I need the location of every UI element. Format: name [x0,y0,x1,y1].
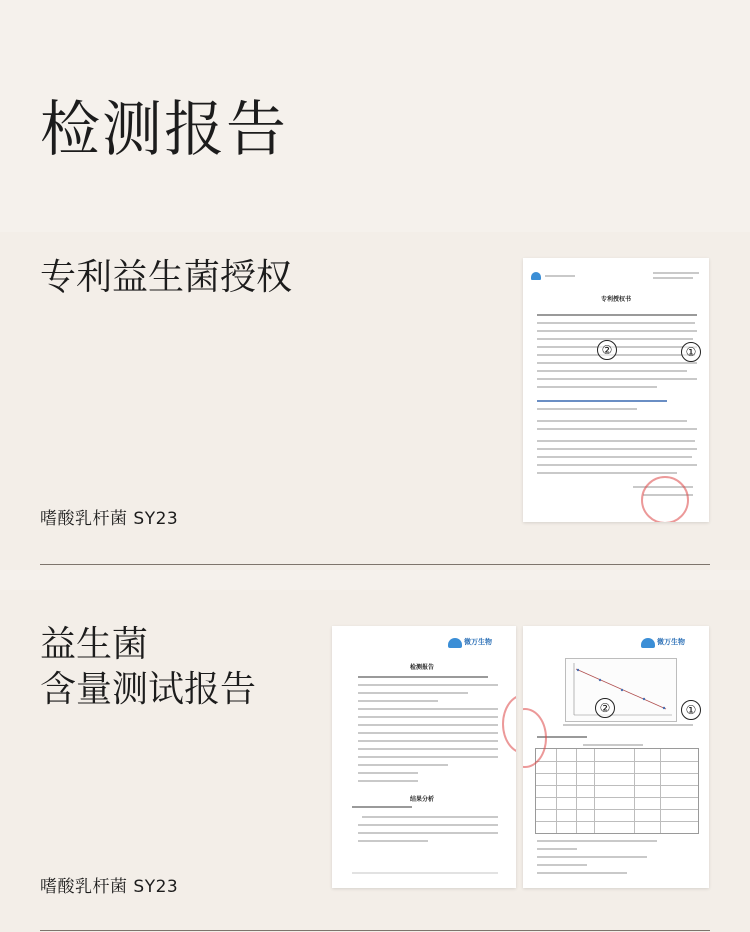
official-seal [641,476,689,522]
section-heading: 结果分析 [410,796,435,803]
report-heading: 检测报告 [410,664,435,671]
section-divider [40,930,710,931]
marker-1: ① [681,342,701,362]
logo-icon [641,638,655,648]
company-logo: 微万生物 [657,638,685,646]
content-test-section-subtitle: 嗜酸乳杆菌 SY23 [40,877,179,897]
patent-section-subtitle: 嗜酸乳杆菌 SY23 [40,509,179,529]
logo-icon [531,272,541,280]
page-title: 检测报告 [40,95,288,165]
patent-section-title: 专利益生菌授权 [40,257,293,298]
document-heading: 专利授权书 [601,296,632,303]
test-report-page-2 [523,626,709,888]
patent-section [0,232,750,570]
test-report-page-1 [332,626,516,888]
official-seal [502,694,516,754]
content-test-section [0,590,750,932]
marker-2: ② [597,340,617,360]
logo-icon [448,638,462,648]
marker-1: ① [681,700,701,720]
results-table [535,748,699,834]
marker-2: ② [595,698,615,718]
section-divider [40,564,710,565]
patent-authorization-document [523,258,709,522]
content-test-section-title: 益生菌 含量测试报告 [40,624,257,710]
standard-curve-chart [565,658,677,722]
company-logo: 微万生物 [464,638,492,646]
